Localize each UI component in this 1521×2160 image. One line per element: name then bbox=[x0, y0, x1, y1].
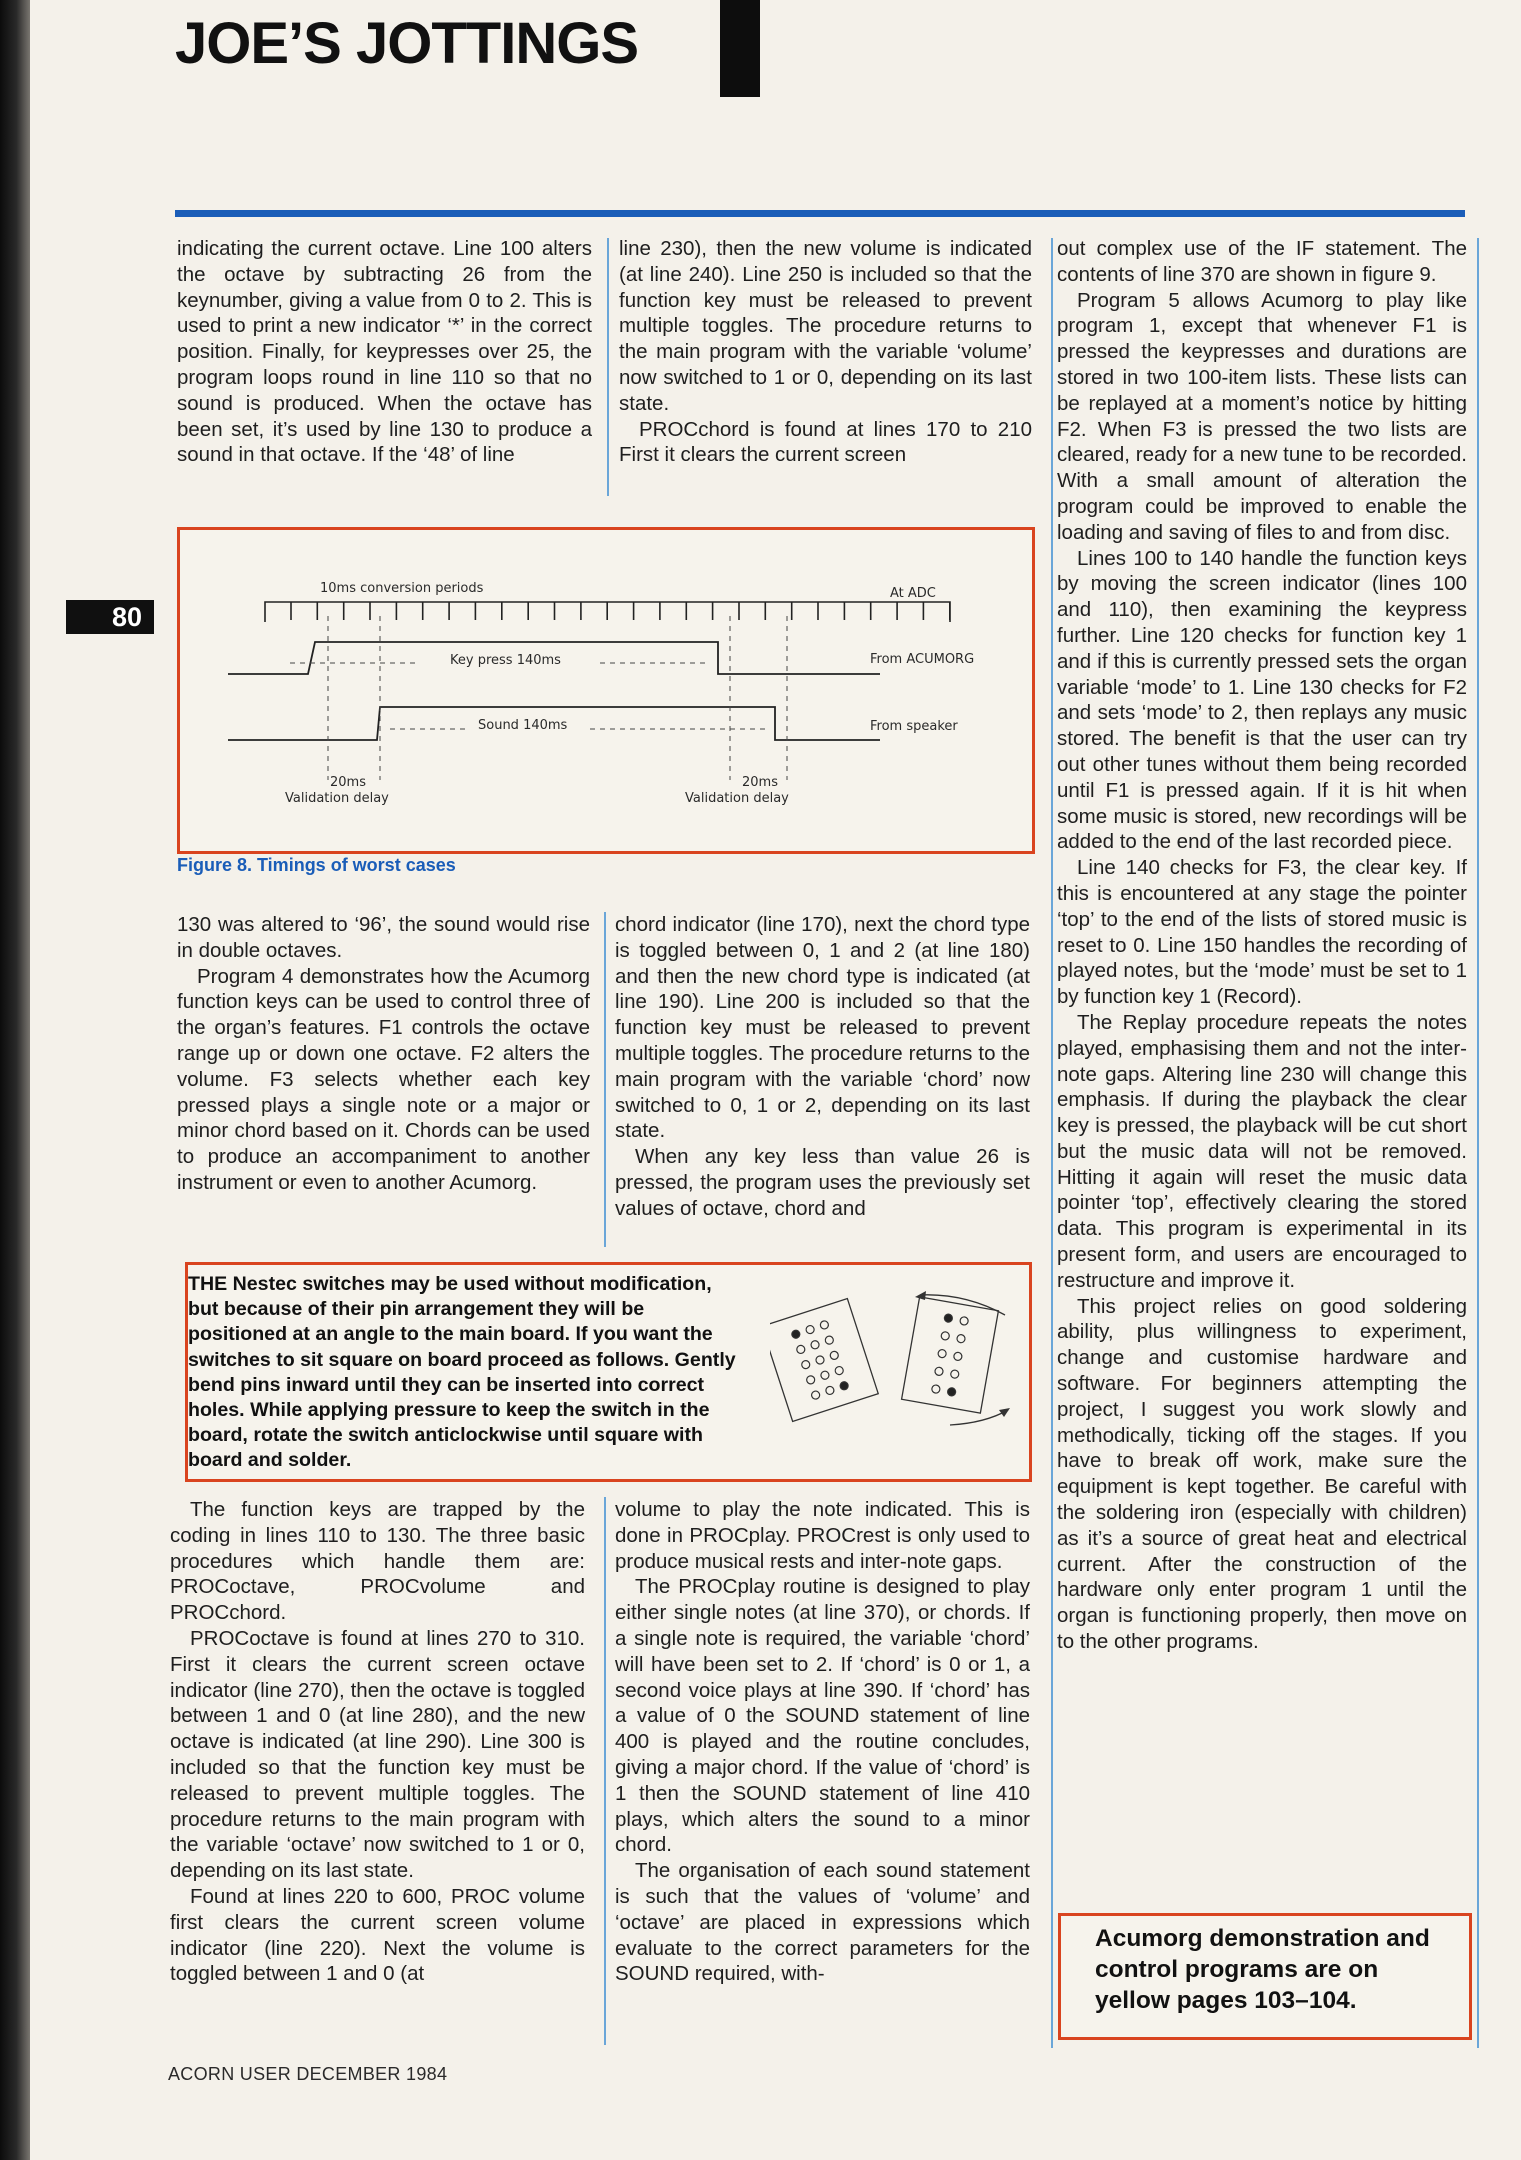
column-title: JOE’S JOTTINGS bbox=[175, 11, 638, 76]
label-delay-right: Validation delay bbox=[685, 791, 789, 806]
switch-right bbox=[902, 1297, 999, 1413]
paragraph: Line 140 checks for F3, the clear key. If this is encountered at any stage the pointer ‘top’ to the end of the lists of stored music is reset to 0. Line 150 handles the recording of played notes, but the ‘mode’ must be set to 1 by function key 1 (Record). bbox=[1057, 856, 1467, 1009]
paragraph: When any key less than value 26 is pressed, the program uses the previously set values of octave, chord and bbox=[615, 1145, 1030, 1220]
paragraph: The Replay procedure repeats the notes played, emphasising them and not the inter-note gaps. Altering line 230 will change this emphasis. If during the playback the clear key is pressed, the playback will be cut short but the music data will not be removed. Hitting it again will reset the music data pointer ‘top’, effectively clearing the stored data. This program is experimental in its present form, and users are encouraged to restructure and improve it. bbox=[1057, 1010, 1467, 1292]
paragraph: PROCoctave is found at lines 270 to 310. First it clears the current screen octave indicator (line 270), then the octave is toggled between 1 and 0 (at line 280), and the new octave is indicated (at line 290). Line 300 is included so that the function key must be released to prevent multiple toggles. The procedure returns to the main program with the variable ‘octave’ now switched to 1 or 0, depending on its last state. bbox=[170, 1626, 585, 1883]
rotate-arrow-icon bbox=[950, 1410, 1008, 1425]
column-divider bbox=[1051, 238, 1053, 2048]
label-keypress: Key press 140ms bbox=[450, 653, 561, 668]
paragraph: Lines 100 to 140 handle the function keys by moving the screen indicator (lines 100 and 110), then examining the keypress further. Line 120 checks for function key 1 and if this is currently pressed sets the organ variable ‘mode’ to 1. Line 130 checks for F2 and sets ‘mode’ to 2, then replays any music stored. The benefit is that the user can try out other tunes without them being recorded until F1 is pressed again. If it is hit when some music is stored, new recordings will be added to the end of the last recorded piece. bbox=[1057, 546, 1467, 854]
bottom-column-2 bbox=[615, 1497, 1030, 1987]
header-bar-decoration bbox=[720, 0, 760, 97]
clock-line bbox=[265, 602, 950, 622]
label-delay-ms-left: 20ms bbox=[330, 775, 366, 790]
paragraph: This project relies on good soldering ability, plus willingness to experiment, change and customise hardware and software. For beginners attempting the project, I suggest you work slowly and methodically, ticking off the stages. If you have to break off work, make sure the equipment is kept together. Be careful with the soldering iron (especially with children) as it’s a source of great heat and electrical current. After the construction of the hardware only enter program 1 until the organ is functioning properly, then move on to the other programs. bbox=[1057, 1294, 1467, 1654]
top-column-1 bbox=[177, 236, 592, 468]
paragraph: indicating the current octave. Line 100 alters the octave by subtracting 26 from the keynumber, giving a value from 0 to 2. This is used to print a new indicator ‘*’ in the correct position. Finally, for keypresses over 25, the program loops round in line 110 so that no sound is produced. When the octave has been set, it’s used by line 130 to produce a sound in that octave. If the ‘48’ of line bbox=[177, 237, 592, 467]
figure-caption: Figure 8. Timings of worst cases bbox=[177, 855, 456, 875]
paragraph: volume to play the note indicated. This is done in PROCplay. PROCrest is only used to produce musical rests and inter-note gaps. bbox=[615, 1498, 1030, 1573]
label-sound: Sound 140ms bbox=[478, 718, 568, 733]
column-divider bbox=[607, 238, 609, 496]
paragraph: Program 4 demonstrates how the Acumorg function keys can be used to control three of the organ’s features. F1 controls the octave range up or down one octave. F2 alters the volume. F3 selects whether each key pressed plays a single note or a major or minor chord based on it. Chords can be used to produce an accompaniment to another instrument or even to another Acumorg. bbox=[177, 964, 590, 1194]
label-adc: At ADC bbox=[890, 586, 936, 601]
header-rule bbox=[175, 210, 1465, 217]
label-acumorg: From ACUMORG bbox=[870, 652, 975, 667]
label-conversion: 10ms conversion periods bbox=[320, 581, 484, 596]
paragraph: Found at lines 220 to 600, PROC volume first clears the current screen volume indicator (line 220). Next the volume is toggled between 1 and 0 (at bbox=[170, 1884, 585, 1986]
middle-column-1 bbox=[177, 912, 590, 1196]
label-speaker: From speaker bbox=[870, 719, 958, 734]
paragraph: The organisation of each sound statement is such that the values of ‘volume’ and ‘octave’ are placed in expressions which evaluate to the correct parameters for the SOUND required, with- bbox=[615, 1859, 1030, 1986]
switch-illustration bbox=[770, 1285, 1020, 1445]
label-delay-left: Validation delay bbox=[285, 791, 389, 806]
right-column bbox=[1057, 236, 1467, 1655]
paragraph: The PROCplay routine is designed to play either single notes (at line 370), or chords. If a single note is required, the variable ‘chord’ will have been set to 2. If ‘chord’ is 0 or 1, a second voice plays at line 390. If ‘chord’ has a value of 0 the SOUND statement of line 400 is played and the routine concludes, giving a major chord. If the value of ‘chord’ is 1 then the SOUND statement of line 410 plays, which alters the sound to a minor chord. bbox=[615, 1575, 1030, 1857]
top-column-2 bbox=[619, 236, 1032, 468]
middle-column-2 bbox=[615, 912, 1030, 1222]
validation-guides bbox=[290, 616, 787, 780]
column-divider bbox=[604, 912, 606, 1247]
timing-diagram bbox=[180, 530, 1032, 851]
page-footer: ACORN USER DECEMBER 1984 bbox=[168, 2064, 448, 2084]
page-spine-shadow bbox=[0, 0, 30, 2160]
bottom-column-1 bbox=[170, 1497, 585, 1987]
paragraph: The function keys are trapped by the coding in lines 110 to 130. The three basic procedures which handle them are: PROCoctave, PROCvolume and PROCchord. bbox=[170, 1498, 585, 1625]
promo-text: Acumorg demonstration and control programs are on yellow pages 103–104. bbox=[1095, 1925, 1430, 2014]
paragraph: Program 5 allows Acumorg to play like program 1, except that whenever F1 is pressed the keypresses and durations are stored in two 100-item lists. These lists can be replayed at a moment’s notice by hitting F2. When F3 is pressed the two lists are cleared, ready for a new tune to be recorded. With a small amount of alteration the program could be improved to enable the loading and saving of files to and from disc. bbox=[1057, 288, 1467, 544]
paragraph: chord indicator (line 170), next the chord type is toggled between 0, 1 and 2 (at line 180) and then the new chord type is indicated (at line 190). Line 200 is included so that the function key must be released to prevent multiple toggles. The procedure returns to the main program with the variable ‘chord’ now switched to 0, 1 or 2, depending on its last state. bbox=[615, 913, 1030, 1143]
paragraph: out complex use of the IF statement. The contents of line 370 are shown in figure 9. bbox=[1057, 237, 1467, 286]
paragraph: PROCchord is found at lines 170 to 210 First it clears the current screen bbox=[619, 417, 1032, 467]
column-divider bbox=[604, 1497, 606, 2045]
clock-ticks bbox=[265, 602, 950, 622]
switch-left bbox=[770, 1299, 878, 1422]
note-text: THE Nestec switches may be used without modification, but because of their pin arrangement they will be positioned at an angle to the main board. If you want the switches to sit square on board proceed as follows. Gently bend pins inward until they can be inserted into correct holes. While applying pressure to keep the switch in the board, rotate the switch anticlockwise until square with board and solder. bbox=[188, 1273, 736, 1472]
paragraph: 130 was altered to ‘96’, the sound would rise in double octaves. bbox=[177, 913, 590, 962]
label-delay-ms-right: 20ms bbox=[742, 775, 778, 790]
figure-8-box bbox=[177, 527, 1035, 854]
page-number: 80 bbox=[66, 600, 154, 634]
paragraph: line 230), then the new volume is indicated (at line 240). Line 250 is included so that the function key must be released to prevent multiple toggles. The procedure returns to the main program with the variable ‘volume’ now switched to 1 or 0, depending on its last state. bbox=[619, 237, 1032, 415]
column-divider bbox=[1477, 238, 1479, 2048]
